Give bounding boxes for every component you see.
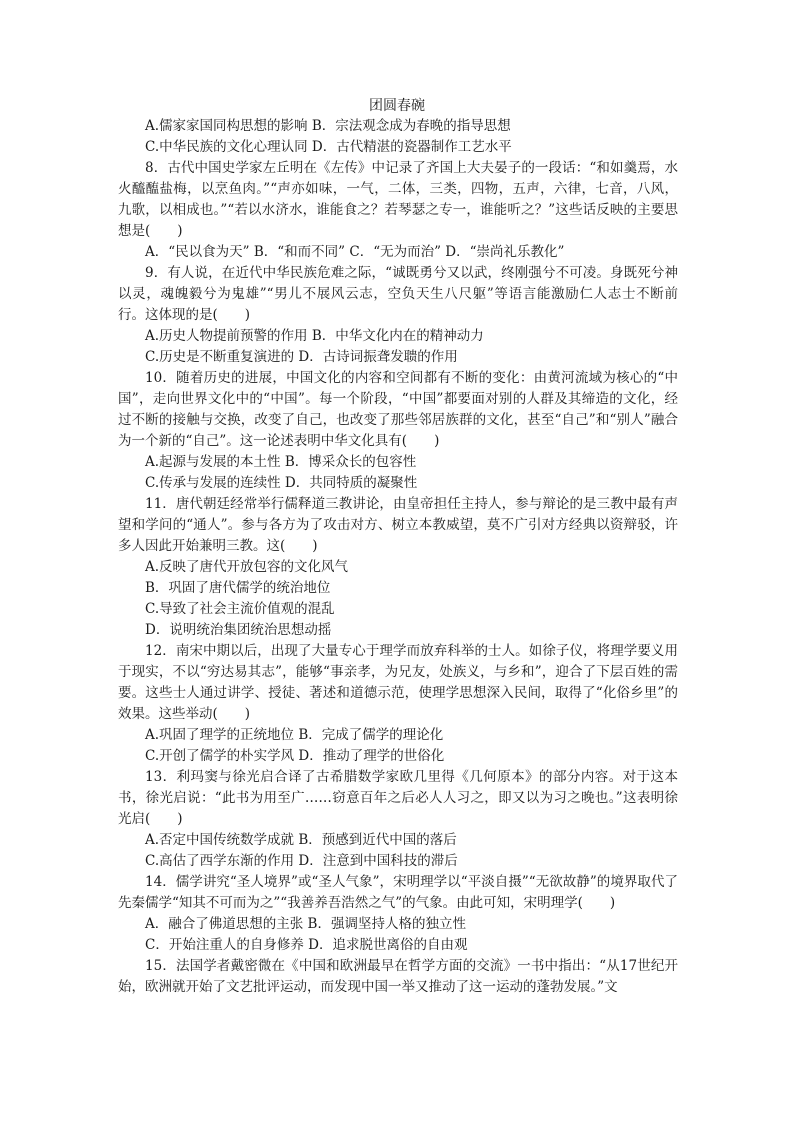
question-stem: 8．古代中国史学家左丘明在《左传》中记录了齐国上大夫晏子的一段话：“和如羹焉，水火醯醢盐梅，以烹鱼肉。”“声亦如味，一气，二体，三类，四物，五声，六律，七音，八风，九歌，以相成也。”“若以水济水，谁能食之？若琴瑟之专一，谁能听之？”这些话反映的主要思想是( ) (118, 160, 678, 239)
answer-option: A.历史人物提前预警的作用 B．中华文化内在的精神动力 (145, 328, 484, 344)
answer-option: A．“民以食为天” B．“和而不同” C．“无为而治” D．“崇尚礼乐教化” (145, 244, 565, 260)
question-stem: 12．南宋中期以后，出现了大量专心于理学而放弃科举的士人。如徐子仪，将理学要义用于现实，不以“穷达易其志”，能够“事亲孝，为兄友，处族义，与乡和”，迎合了下层百姓的需要。这些士人通过讲学、授徒、著述和道德示范，使理学思想深入民间，取得了“化俗乡里”的效果。这些举动( ) (118, 643, 678, 722)
answer-option: A.起源与发展的本土性 B．博采众长的包容性 (145, 454, 417, 470)
answer-option: A.反映了唐代开放包容的文化风气 (145, 559, 349, 575)
question-stem: 14．儒学讲究“圣人境界”或“圣人气象”，宋明理学以“平淡自摄”“无欲故静”的境界取代了先秦儒学“知其不可而为之”“我善养吾浩然之气”的气象。由此可知，宋明理学( ) (118, 874, 678, 911)
answer-option: C.开创了儒学的朴实学风 D．推动了理学的世俗化 (145, 748, 445, 764)
answer-option: D．说明统治集团统治思想动摇 (145, 622, 332, 638)
answer-option: C.传承与发展的连续性 D．共同特质的凝聚性 (145, 475, 418, 491)
answer-option: C.历史是不断重复演进的 D．古诗词振聋发聩的作用 (145, 349, 458, 365)
question-stem: 15．法国学者戴密微在《中国和欧洲最早在哲学方面的交流》一书中指出：“从17世纪开始，欧洲就开始了文艺批评运动，而发现中国一举又推动了这一运动的蓬勃发展。”文 (118, 958, 678, 995)
page-title: 团圆春碗 (369, 98, 425, 114)
question-content (118, 116, 678, 998)
answer-option: C.高估了西学东渐的作用 D．注意到中国科技的滞后 (145, 853, 458, 869)
answer-option: B．巩固了唐代儒学的统治地位 (145, 580, 331, 596)
answer-option: A.巩固了理学的正统地位 B．完成了儒学的理论化 (145, 727, 444, 743)
answer-option: A.否定中国传统数学成就 B．预感到近代中国的落后 (145, 832, 457, 848)
question-stem: 10．随着历史的进展，中国文化的内容和空间都有不断的变化：由黄河流域为核心的“中国”，走向世界文化中的“中国”。每一个阶段，“中国”都要面对别的人群及其缔造的文化，经过不断的接触与交换，改变了自己，也改变了那些邻居族群的文化，甚至“自己”和“别人”融合为一个新的“自己”。这一论述表明中华文化具有( ) (118, 370, 678, 449)
answer-option: C．开始注重人的自身修养 D．追求脱世离俗的自由观 (145, 937, 468, 953)
answer-option: C.中华民族的文化心理认同 D．古代精湛的瓷器制作工艺水平 (145, 139, 512, 155)
question-stem: 11．唐代朝廷经常举行儒释道三教讲论，由皇帝担任主持人，参与辩论的是三教中最有声望和学问的“通人”。参与各方为了攻击对方、树立本教威望，莫不广引对方经典以资辩驳，许多人因此开始兼明三教。这( ) (118, 496, 678, 554)
answer-option: A.儒家家国同构思想的影响 B．宗法观念成为春晚的指导思想 (145, 118, 511, 134)
question-stem: 9．有人说，在近代中华民族危难之际，“诚既勇兮又以武，终刚强兮不可凌。身既死兮神以灵，魂魄毅兮为鬼雄”“男儿不展风云志，空负天生八尺躯”等语言能激励仁人志士不断前行。这体现的是( ) (118, 265, 678, 323)
answer-option: C.导致了社会主流价值观的混乱 (145, 601, 335, 617)
answer-option: A．融合了佛道思想的主张 B．强调坚持人格的独立性 (145, 916, 466, 932)
question-stem: 13．利玛窦与徐光启合译了古希腊数学家欧几里得《几何原本》的部分内容。对于这本书，徐光启说：“此书为用至广……窃意百年之后必人人习之，即又以为习之晚也。”这表明徐光启( ) (118, 769, 678, 827)
